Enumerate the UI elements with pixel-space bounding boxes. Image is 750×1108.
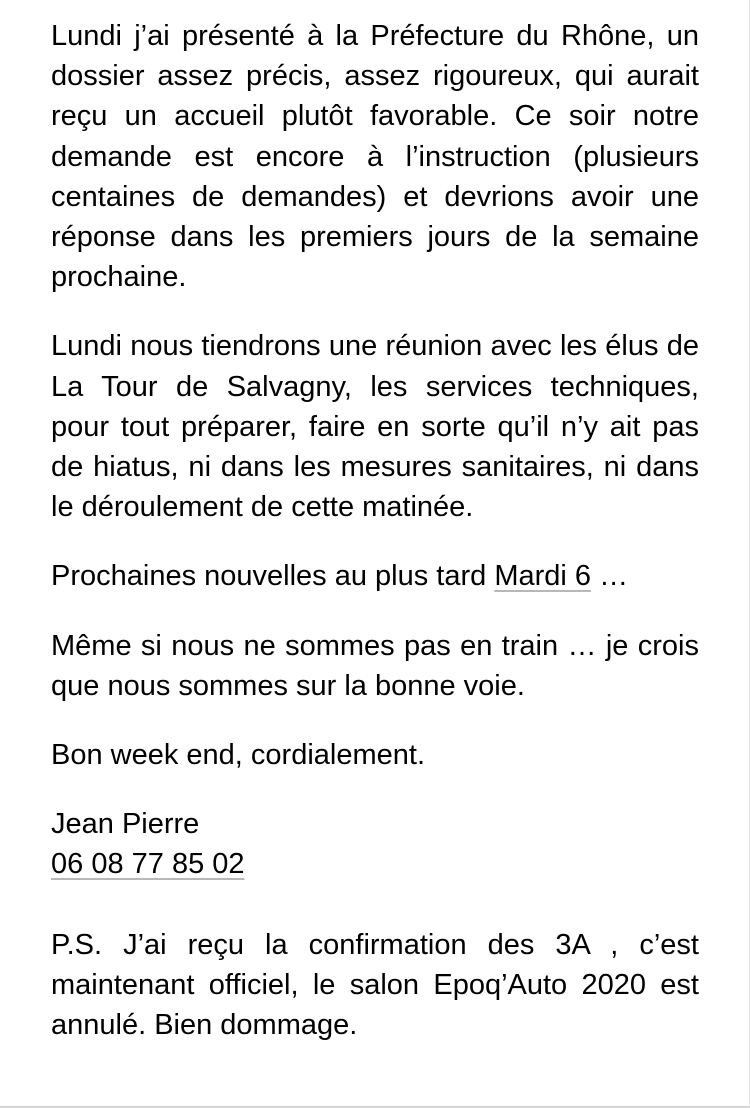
paragraph-next-news: [51, 556, 699, 596]
next-news-text: Prochaines nouvelles au plus tard: [51, 560, 495, 593]
spacer: [51, 885, 699, 925]
date-link-mardi-6[interactable]: Mardi 6: [494, 560, 592, 593]
paragraph-prefecture: Lundi j’ai présenté à la Préfecture du Rhône, un dossier assez précis, assez rigoureux, qui aurait reçu un accueil plutôt favorable. Ce soir notre demande est encore à l’instruction (plusieurs centaines de demandes) et devrions avoir une réponse dans les premiers jours de la semaine prochaine.: [51, 20, 699, 294]
paragraph-reunion: Lundi nous tiendrons une réunion avec les élus de La Tour de Salvagny, les services techniques, pour tout préparer, faire en sorte qu’il n’y ait pas de hiatus, ni dans les mesures sanitaires, ni dans le déroulement de cette matinée.: [51, 330, 699, 524]
postscript: P.S. J’ai reçu la confirmation des 3A , c’est maintenant officiel, le salon Epoq’Auto 2020 est annulé. Bien dommage.: [51, 928, 699, 1042]
signature-name: Jean Pierre: [51, 808, 200, 841]
email-body: [51, 16, 699, 1045]
paragraph-bonne-voie: Même si nous ne sommes pas en train … je crois que nous sommes sur la bonne voie.: [51, 629, 699, 702]
phone-link[interactable]: 06 08 77 85 02: [51, 848, 245, 881]
signature-block: [51, 804, 699, 884]
next-news-ellipsis: …: [591, 560, 629, 593]
closing-line: Bon week end, cordialement.: [51, 739, 425, 772]
